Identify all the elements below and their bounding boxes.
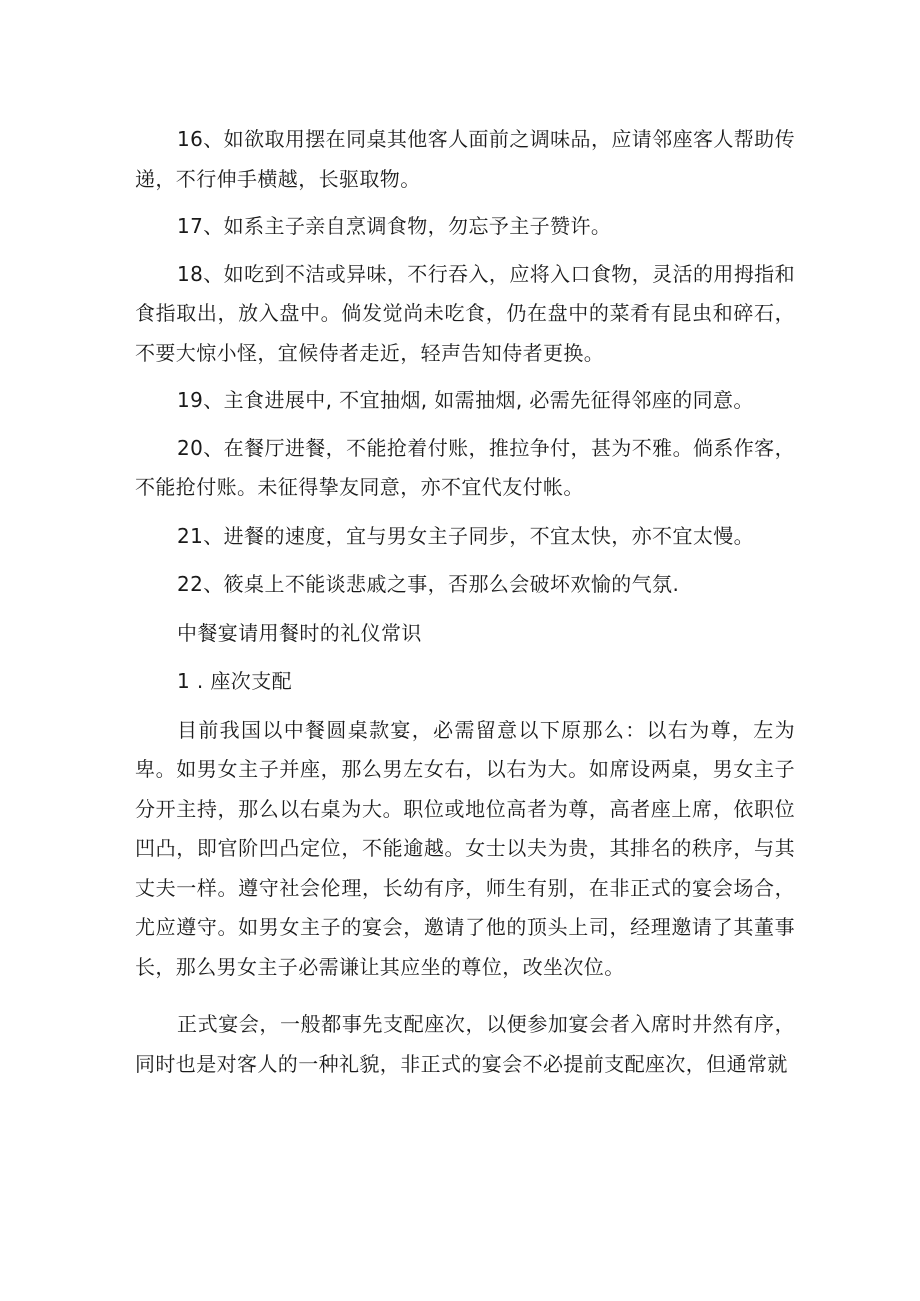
rule-17-paragraph: 17、如系主子亲自烹调食物，勿忘予主子赞许。	[177, 214, 612, 238]
rule-22-paragraph: 22、筱桌上不能谈悲戚之事，否那么会破坏欢愉的气氛.	[177, 572, 680, 596]
rule-21-paragraph: 21、进餐的速度，宜与男女主子同步，不宜太快，亦不宜太慢。	[177, 523, 755, 548]
section-heading: 中餐宴请用餐时的礼仪常识	[177, 620, 422, 645]
subsection-heading: 1 . 座次支配	[177, 669, 292, 693]
document-body	[135, 120, 795, 1084]
rule-19-paragraph: 19、主食进展中, 不宜抽烟, 如需抽烟, 必需先征得邻座的同意。	[177, 388, 754, 412]
formal-banquet-paragraph: 正式宴会，一般都事先支配座次，以便参加宴会者入席时井然有序，同时也是对客人的一种礼貌，非正式的宴会不必提前支配座次，但通常就	[135, 1012, 795, 1076]
rule-16-paragraph: 16、如欲取用摆在同桌其他客人面前之调味品，应请邻座客人帮助传递，不行伸手横越，长驱取物。	[135, 127, 795, 191]
rule-18-paragraph: 18、如吃到不洁或异味，不行吞入，应将入口食物，灵活的用拇指和食指取出，放入盘中。倘发觉尚未吃食，仍在盘中的菜肴有昆虫和碎石，不要大惊小怪，宜候侍者走近，轻声告知侍者更换。	[135, 261, 795, 365]
seating-paragraph: 目前我国以中餐圆桌款宴，必需留意以下原那么：以右为尊，左为卑。如男女主子并座，那么男左女右，以右为大。如席设两桌，男女主子分开主持，那么以右桌为大。职位或地位高者为尊，高者座上席，依职位凹凸，即官阶凹凸定位，不能逾越。女士以夫为贵，其排名的秩序，与其丈夫一样。遵守社会伦理，长幼有序，师生有别，在非正式的宴会场合，尤应遵守。如男女主子的宴会，邀请了他的顶头上司，经理邀请了其董事长，那么男女主子必需谦让其应坐的尊位，改坐次位。	[135, 717, 795, 979]
rule-20-paragraph: 20、在餐厅进餐，不能抢着付账，推拉争付，甚为不雅。倘系作客，不能抢付账。未征得挚友同意，亦不宜代友付帐。	[135, 435, 795, 499]
